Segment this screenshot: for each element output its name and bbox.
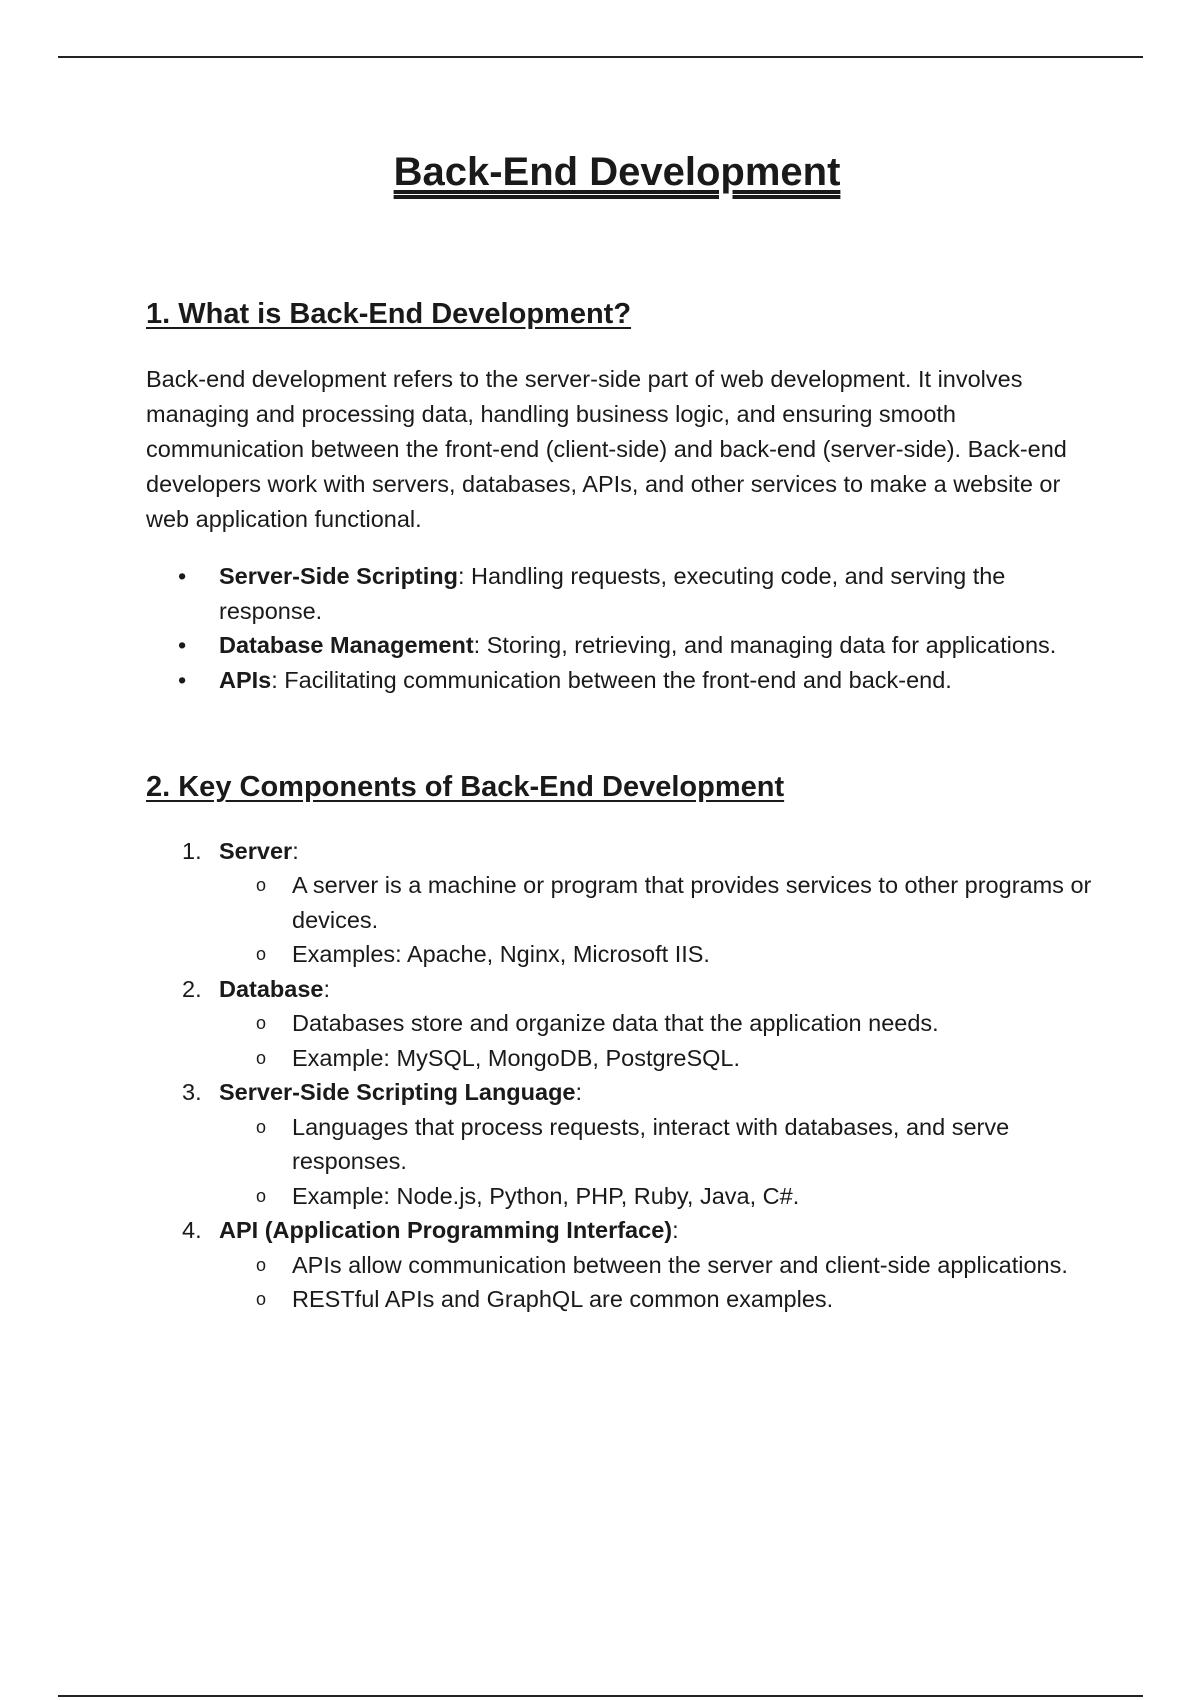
sub-list bbox=[219, 868, 1096, 972]
sub-list-item: o Databases store and organize data that the application needs. bbox=[219, 1006, 1096, 1041]
list-item: • Server-Side Scripting: Handling requests, executing code, and serving the response. bbox=[146, 559, 1096, 628]
document-body bbox=[146, 296, 1096, 1317]
header-rule bbox=[58, 56, 1143, 58]
list-item: • APIs: Facilitating communication between the front-end and back-end. bbox=[146, 663, 1096, 698]
list-item: 3. Server-Side Scripting Language: o Languages that process requests, interact with databases, and serve responses. o Example: Node.js, Python, PHP, Ruby, Java, C#. bbox=[146, 1075, 1096, 1213]
section-what-is-backend bbox=[146, 296, 1096, 697]
numbered-list bbox=[146, 834, 1096, 1317]
sub-bullet-marker: o bbox=[256, 944, 267, 964]
footer-rule bbox=[58, 1695, 1143, 1697]
sub-list-item: o Examples: Apache, Nginx, Microsoft IIS. bbox=[219, 937, 1096, 972]
sub-list bbox=[219, 1110, 1096, 1214]
sub-list-item: o APIs allow communication between the server and client-side applications. bbox=[219, 1248, 1096, 1283]
sub-bullet-marker: o bbox=[256, 1289, 267, 1309]
sub-bullet-marker: o bbox=[256, 1185, 267, 1206]
sub-list-item: o RESTful APIs and GraphQL are common examples. bbox=[219, 1282, 1096, 1317]
sub-list bbox=[219, 1248, 1096, 1317]
bullet-marker: • bbox=[178, 563, 187, 590]
sub-list bbox=[219, 1006, 1096, 1075]
sub-list-item: o Languages that process requests, interact with databases, and serve responses. bbox=[219, 1110, 1096, 1179]
section-heading: 2. Key Components of Back-End Development bbox=[146, 771, 785, 804]
sub-list-item: o Example: Node.js, Python, PHP, Ruby, Java, C#. bbox=[219, 1179, 1096, 1214]
bullet-list bbox=[146, 559, 1096, 697]
sub-bullet-marker: o bbox=[256, 1254, 267, 1275]
list-item: • Database Management: Storing, retrieving, and managing data for applications. bbox=[146, 628, 1096, 663]
intro-paragraph: Back-end development refers to the server-side part of web development. It involves managing and processing data, handling business logic, and ensuring smooth communication between the front-end (client-side) and back-end (server-side). Back-end developers work with servers, databases, APIs, and other services to make a website or web application functional. bbox=[146, 366, 1067, 533]
bullet-marker: • bbox=[178, 632, 187, 659]
bullet-marker: • bbox=[178, 666, 187, 693]
sub-list-item: o Example: MySQL, MongoDB, PostgreSQL. bbox=[219, 1041, 1096, 1076]
sub-bullet-marker: o bbox=[256, 1116, 267, 1137]
list-item: 2. Database: o Databases store and organize data that the application needs. o Example: MySQL, MongoDB, PostgreSQL. bbox=[146, 972, 1096, 1076]
sub-bullet-marker: o bbox=[256, 875, 267, 895]
section-key-components bbox=[146, 769, 1096, 1316]
sub-bullet-marker: o bbox=[256, 1047, 267, 1068]
list-item: 1. Server: o A server is a machine or program that provides services to other programs or devices. o Examples: Apache, Nginx, Microsoft IIS. bbox=[146, 834, 1096, 972]
page-title: Back-End Development bbox=[393, 150, 841, 194]
list-item: 4. API (Application Programming Interface): o APIs allow communication between the server and client-side applications. o RESTful APIs and GraphQL are common examples. bbox=[146, 1213, 1096, 1317]
section-heading: 1. What is Back-End Development? bbox=[146, 298, 632, 330]
sub-list-item: o A server is a machine or program that provides services to other programs or devices. bbox=[219, 868, 1096, 937]
sub-bullet-marker: o bbox=[256, 1013, 267, 1033]
